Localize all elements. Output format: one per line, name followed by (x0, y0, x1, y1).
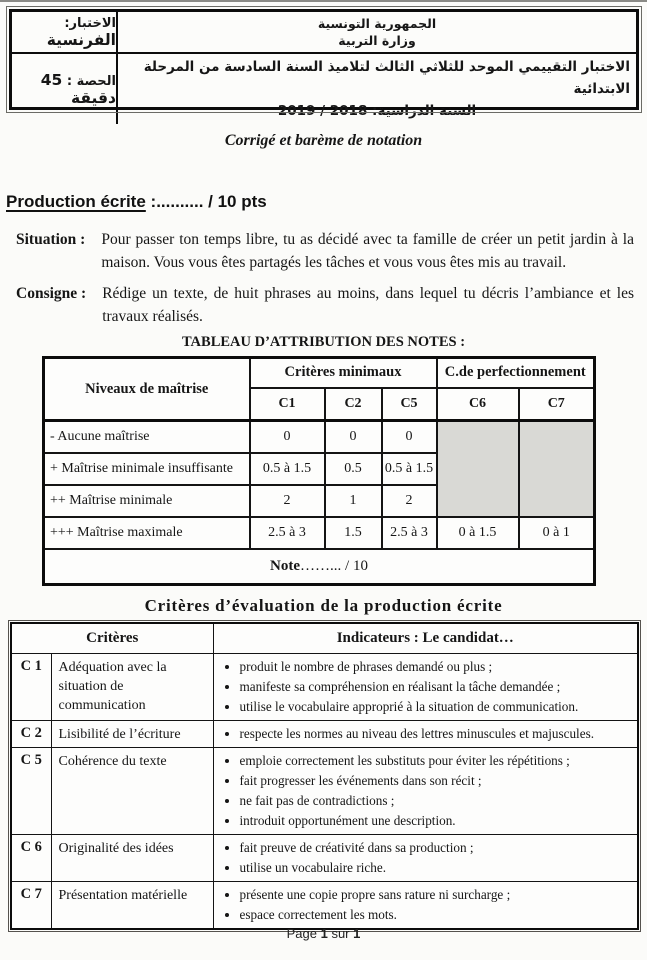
page-number: 1 (320, 926, 328, 941)
criterion-code: C 5 (11, 747, 51, 834)
exam-label: الاختبار: (64, 15, 116, 31)
sur-word: sur (327, 926, 354, 941)
note-label: Note (270, 557, 301, 574)
indicator-item: • produit le nombre de phrases demandé ou plus ; (240, 657, 634, 677)
criterion-indicators (213, 720, 638, 747)
score-cell: 2 (382, 485, 437, 517)
exam-title: الاختبار التقييمي الموحد للثلاثي الثالث لتلاميذ السنة السادسة من المرحلة الابتدائية (143, 59, 630, 97)
notes-header-row-groups (44, 358, 595, 388)
indicator-item: • fait progresser les événements dans son récit ; (240, 771, 634, 791)
session-label: الحصة : (66, 74, 116, 89)
score-cell: 0 à 1.5 (437, 517, 519, 549)
score-cell: 0.5 (325, 453, 382, 485)
indicator-item: • manifeste sa compréhension en réalisant la tâche demandée ; (240, 677, 634, 697)
note-total-row (44, 549, 595, 585)
criterion-code: C 2 (11, 720, 51, 747)
score-cell: 0 (382, 421, 437, 453)
notes-table-title: TABLEAU D’ATTRIBUTION DES NOTES : (181, 334, 466, 350)
indicator-item: • utilise un vocabulaire riche. (240, 858, 634, 878)
consigne-text: Rédige un texte, de huit phrases au moins, dans lequel tu décris l’ambiance et les travaux réalisés. (102, 285, 634, 325)
section-heading: Production écrite (6, 192, 146, 211)
criterion-code: C 1 (11, 653, 51, 720)
code-c5: C5 (382, 388, 437, 421)
criterion-indicators (213, 747, 638, 834)
page-footer (0, 926, 647, 941)
school-year: السنة الدراسية: 2018 / 2019 (277, 103, 477, 119)
document-header (9, 9, 639, 119)
situation-label: Situation : (16, 231, 86, 248)
indicator-list (218, 724, 634, 744)
header-criteres-minimaux: Critères minimaux (250, 358, 437, 388)
exam-title-cell (118, 54, 636, 124)
session-duration-cell (12, 54, 118, 124)
header-perfectionnement: C.de perfectionnement (437, 358, 595, 388)
indicator-item: • utilise le vocabulaire approprié à la situation de communication. (240, 697, 634, 717)
scan-edge-artifact (0, 0, 647, 2)
criteria-row-c1 (11, 653, 638, 720)
exam-value: الفرنسية (46, 30, 116, 49)
consigne-label: Consigne : (16, 285, 87, 302)
score-cell: 0.5 à 1.5 (250, 453, 325, 485)
indicator-list (218, 657, 634, 717)
table-row (44, 517, 595, 549)
criteria-header-row (11, 623, 638, 653)
criterion-label: Originalité des idées (51, 834, 213, 881)
score-cell: 2.5 à 3 (250, 517, 325, 549)
score-cell: 0 (250, 421, 325, 453)
score-cell: 2 (250, 485, 325, 517)
indicator-list (218, 838, 634, 878)
note-dots: ……... / 10 (300, 557, 368, 574)
section-heading-line (6, 192, 267, 212)
criteria-row-c2 (11, 720, 638, 747)
criterion-code: C 6 (11, 834, 51, 881)
indicator-item: • espace correctement les mots. (240, 905, 634, 925)
level-cell: +++ Maîtrise maximale (44, 517, 250, 549)
session-line (12, 71, 116, 107)
situation-paragraph (16, 228, 634, 274)
criterion-indicators (213, 881, 638, 929)
score-cell: 0.5 à 1.5 (382, 453, 437, 485)
consigne-paragraph (16, 282, 634, 328)
situation-text: Pour passer ton temps libre, tu as décidé avec ta famille de créer un petit jardin à la maison. Vous vous êtes partagés les tâches et vous vous êtes mis au travail. (101, 231, 634, 271)
score-cell: 1 (325, 485, 382, 517)
notes-table (42, 356, 596, 586)
code-c2: C2 (325, 388, 382, 421)
score-cell: 0 (325, 421, 382, 453)
criterion-indicators (213, 653, 638, 720)
exam-subject-line (12, 16, 116, 49)
exam-subject-cell (12, 12, 118, 54)
indicator-item: • respecte les normes au niveau des lettres minuscules et majuscules. (240, 724, 634, 744)
criteria-row-c7 (11, 881, 638, 929)
shaded-cell-c7 (519, 421, 595, 517)
indicator-list (218, 885, 634, 925)
level-cell: - Aucune maîtrise (44, 421, 250, 453)
criterion-code: C 7 (11, 881, 51, 929)
total-pages: 1 (353, 926, 361, 941)
republic-cell (118, 12, 636, 54)
indicator-item: • emploie correctement les substituts pour éviter les répétitions ; (240, 751, 634, 771)
criterion-label: Cohérence du texte (51, 747, 213, 834)
score-cell: 2.5 à 3 (382, 517, 437, 549)
republic-name: الجمهورية التونسية (317, 16, 437, 31)
page-word: Page (286, 926, 317, 941)
header-levels: Niveaux de maîtrise (44, 358, 250, 421)
header-criteres: Critères (11, 623, 213, 653)
criteria-table-title: Critères d’évaluation de la production écrite (144, 596, 503, 615)
header-indicateurs: Indicateurs : Le candidat… (213, 623, 638, 653)
code-c7: C7 (519, 388, 595, 421)
level-cell: + Maîtrise minimale insuffisante (44, 453, 250, 485)
level-cell: ++ Maîtrise minimale (44, 485, 250, 517)
criterion-label: Lisibilité de l’écriture (51, 720, 213, 747)
criterion-label: Adéquation avec la situation de communication (51, 653, 213, 720)
indicator-item: • ne fait pas de contradictions ; (240, 791, 634, 811)
table-row (44, 421, 595, 453)
shaded-cell-c6 (437, 421, 519, 517)
session-value: 45 دقيقة (40, 71, 116, 107)
ministry-name: وزارة التربية (338, 33, 416, 48)
criterion-indicators (213, 834, 638, 881)
note-total-cell (44, 549, 595, 585)
criterion-label: Présentation matérielle (51, 881, 213, 929)
criteria-table (10, 622, 639, 930)
indicator-item: • introduit opportunément une description. (240, 811, 634, 831)
code-c1: C1 (250, 388, 325, 421)
code-c6: C6 (437, 388, 519, 421)
criteria-row-c5 (11, 747, 638, 834)
indicator-item: • présente une copie propre sans rature ni surcharge ; (240, 885, 634, 905)
indicator-item: • fait preuve de créativité dans sa production ; (240, 838, 634, 858)
section-points: :.......... / 10 pts (145, 192, 267, 211)
indicator-list (218, 751, 634, 831)
document-title: Corrigé et barème de notation (224, 132, 423, 149)
criteria-row-c6 (11, 834, 638, 881)
score-cell: 1.5 (325, 517, 382, 549)
score-cell: 0 à 1 (519, 517, 595, 549)
